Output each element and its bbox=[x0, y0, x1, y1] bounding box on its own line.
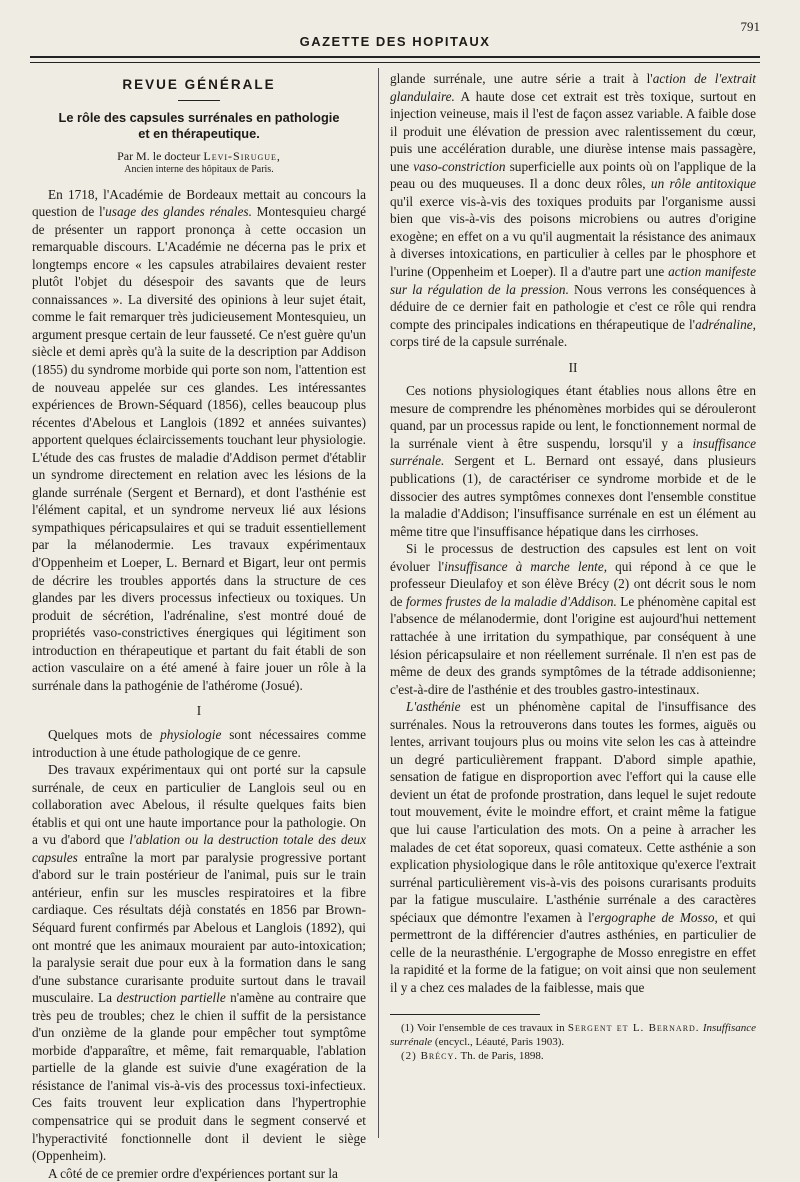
left-column bbox=[32, 70, 366, 1182]
paragraph: L'asthénie est un phénomène capital de l'insuffisance des surrénales. Nous la retrouverons dans toutes les formes, aiguës ou lentes, arrivant toujours plus ou moins vite selon les cas à atteindre un degré particulièrement frappant. D'abord simple apathie, sensation de fatigue en disproportion avec l'effort qui la cause elle devient un état de profonde prostration, dans lequel le sujet redoute tout mouvement, évite le moindre effort, et craint même la fatigue que lui cause l'articulation des mots. On a peine à arracher les malades de cet état soporeux, quasi comateux. Cette asthénie a son explication physiologique dans le rôle antitoxique qu'exerce l'extrait surrénal particulièrement vis-à-vis des poisons curarisants produits par la fatigue musculaire. L'asthénie surrénale a des caractères spéciaux que démontre l'examen à l'ergographe de Mosso, et qui permettront de la différencier d'autres asthénies, en particulier de celle de la neurasthénie. L'ergographe de Mosso enregistre en effet la rapidité et la forme de la fatigue; on voit ainsi que non seulement il y a chez ces malades de la faiblesse, mais que bbox=[390, 699, 756, 995]
footnote-rule bbox=[390, 1014, 540, 1015]
section-rule bbox=[178, 100, 220, 101]
column-divider bbox=[378, 68, 379, 1138]
running-title: GAZETTE DES HOPITAUX bbox=[299, 34, 491, 49]
paragraph: En 1718, l'Académie de Bordeaux mettait au concours la question de l'usage des glandes rénales. Montesquieu chargé de présenter un rapport prononça à cette occasion un remarquable discours. L'Académie ne décerna pas le prix et longtemps encore « les capsules atrabilaires devaient rester plutôt l'objet du désespoir des savants que de leurs connaissances ». La diversité des opinions à leur sujet était, comme le fait remarquer très judicieusement Montesquieu, un argument presque certain de leur fausseté. Ce n'est guère qu'un siècle et demi après qu'à la suite de la description par Addison (1855) du syndrome morbide qui porte son nom, l'attention est de nouveau appelée sur ces glandes. Les intéressantes expériences de Brown-Séquard (1856), celles beaucoup plus récentes d'Abelous et Langlois (1892 et années suivantes) apportent quelques éclaircissements touchant leur physiologie. L'étude des cas frustes de maladie d'Addison permet d'établir un syndrome directement en relation avec les lésions de la glande surrénale (Sergent et Bernard), et dont l'asthénie est l'élément capital, et un syndrome nerveux lié aux lésions sympathiques péricapsulaires et qui se traduit essentiellement par la mélanodermie. Les travaux expérimentaux d'Oppenheim et Loeper, L. Bernard et Bigart, leur ont permis de décrire les troubles apportés dans la structure de ces glandes par les divers processus infectieux ou toxiques. Un produit de sécrétion, l'adrénaline, s'est montré doué de propriétés vaso-constrictives énergiques qui légitiment son introduction en thérapeutique et partant du fait établi de son action vasculaire on a été amené à faire jouer un rôle à la surrénale dans la pathogénie de l'athérome (Josué). bbox=[32, 186, 366, 693]
paragraph: Si le processus de destruction des capsules est lent on voit évoluer l'insuffisance à marche lente, qui répond à ce que le professeur Dieulafoy et son élève Brécy (2) ont décrit sous le nom de formes frustes de la maladie d'Addison. Le phénomène capital est l'absence de mélanodermie, dont l'origine est aujourd'hui nettement rattachée à une irritation du sympathique, par conséquent à une lésion péricapsulaire et non réellement surrénale. Il n'en est pas de même de deux des grands symptômes de la tétrade addisonienne; c'est-à-dire de l'asthénie et des troubles gastro-intestinaux. bbox=[390, 541, 756, 697]
header-rule-thin bbox=[30, 62, 760, 63]
section-title: REVUE GÉNÉRALE bbox=[122, 77, 276, 92]
article-title bbox=[32, 110, 366, 142]
paragraph: glande surrénale, une autre série a trait à l'action de l'extrait glandulaire. A haute dose cet extrait est très toxique, surtout en injection veineuse, mais il l'est de façon assez variable. A faible dose il produit une élévation de pression avec ralentissement du cœur, puis une accélération durable, une diurèse intense mais passagère, une vaso-constriction superficielle aux points où on l'applique de la peau ou des muqueuses. Il a donc deux rôles, un rôle antitoxique qu'il exerce vis-à-vis des toxiques produits par l'organisme aussi bien que vis-à-vis des poisons microbiens ou autres d'origine exogène; en effet on a vu qu'il augmentait la résistance des animaux à diverses intoxications, en particulier à celles par le phosphore et l'urine (Oppenheim et Loeper). Il a d'autre part une action manifeste sur la régulation de la pression. Nous verrons les conséquences à déduire de ce dernier fait en pathologie et c'est ce rôle qui rendra compte des principales indications en thérapeutique de l'adrénaline, corps tiré de la capsule surrénale. bbox=[390, 71, 757, 350]
paragraph: A côté de ce premier ordre d'expériences portant sur la bbox=[47, 1165, 338, 1181]
right-column bbox=[390, 70, 756, 1063]
header-rule bbox=[30, 56, 760, 58]
footnote-2: (2) Brécy. Th. de Paris, 1898. bbox=[401, 1050, 544, 1063]
author-affiliation: Ancien interne des hôpitaux de Paris. bbox=[124, 163, 274, 175]
paragraph: Des travaux expérimentaux qui ont porté sur la capsule surrénale, de ceux en particulier de Langlois seul ou en collaboration avec Abelous, il résulte quelques faits bien établis et qui ont une haute importance pour la pathologie. On a vu d'abord que l'ablation ou la destruction totale des deux capsules entraîne la mort par paralysie progressive portant d'abord sur le train postérieur de l'animal, puis sur le train antérieur, enfin sur les muscles respiratoires et la fibre cardiaque. Ces résultats déjà constatés en 1856 par Brown-Séquard furent confirmés par Abelous et Langlois (1892), qui ont montré que les animaux mouraient par auto-intoxication; la paralysie serait due pour eux à la formation dans le sang d'une substance curarisante produite surtout dans le travail musculaire. La destruction partielle n'amène au contraire que très peu de troubles; chez le chien il suffit de la persistance d'un onzième de la glande pour empêcher tout symptôme morbide d'apparaître, et même, fait remarquable, l'ablation partielle de la glande est suivie d'une exagération de la résistance de l'animal vis-à-vis des processus toxi-infectieux. Ces faits trouvent leur explication dans l'hypertrophie compensatrice qui se produit dans le segment conservé et l'hyperactivité fonctionnelle dont il devient le siège (Oppenheim). bbox=[32, 762, 367, 1164]
article-title-line-1: Le rôle des capsules surrénales en pathologie bbox=[58, 109, 340, 125]
page-header bbox=[30, 14, 760, 68]
page-number: 791 bbox=[740, 19, 760, 34]
section-numeral: II bbox=[568, 359, 578, 375]
paragraph: Ces notions physiologiques étant établies nous allons être en mesure de comprendre les phénomènes morbides qui se dérouleront quand, par un processus rapide ou lent, le fonctionnement normal de la surrénale vient à être suspendu, lorsqu'il y a insuffisance surrénale. Sergent et L. Bernard ont essayé, dans plusieurs publications (1), de caractériser ce syndrome morbide et de le dissocier des autres symptômes connexes dont l'ensemble constitue la maladie d'Addison; l'insuffisance surrénale en est un élément au même titre que l'insuffisance hépatique dans les cirrhoses. bbox=[390, 383, 756, 539]
section-numeral: I bbox=[196, 703, 202, 719]
article-title-line-2: et en thérapeutique. bbox=[138, 125, 260, 141]
byline bbox=[32, 149, 366, 163]
footnote-1: (1) Voir l'ensemble de ces travaux in Sergent et L. Bernard. Insuffisance surrénale (encycl., Léauté, Paris 1903). bbox=[390, 1022, 756, 1049]
byline-prefix: Par M. le docteur bbox=[117, 148, 201, 163]
paragraph: Quelques mots de physiologie sont nécessaires comme introduction à une étude pathologique de ce genre. bbox=[32, 726, 366, 760]
author-name: Levi-Sirugue, bbox=[203, 148, 281, 163]
